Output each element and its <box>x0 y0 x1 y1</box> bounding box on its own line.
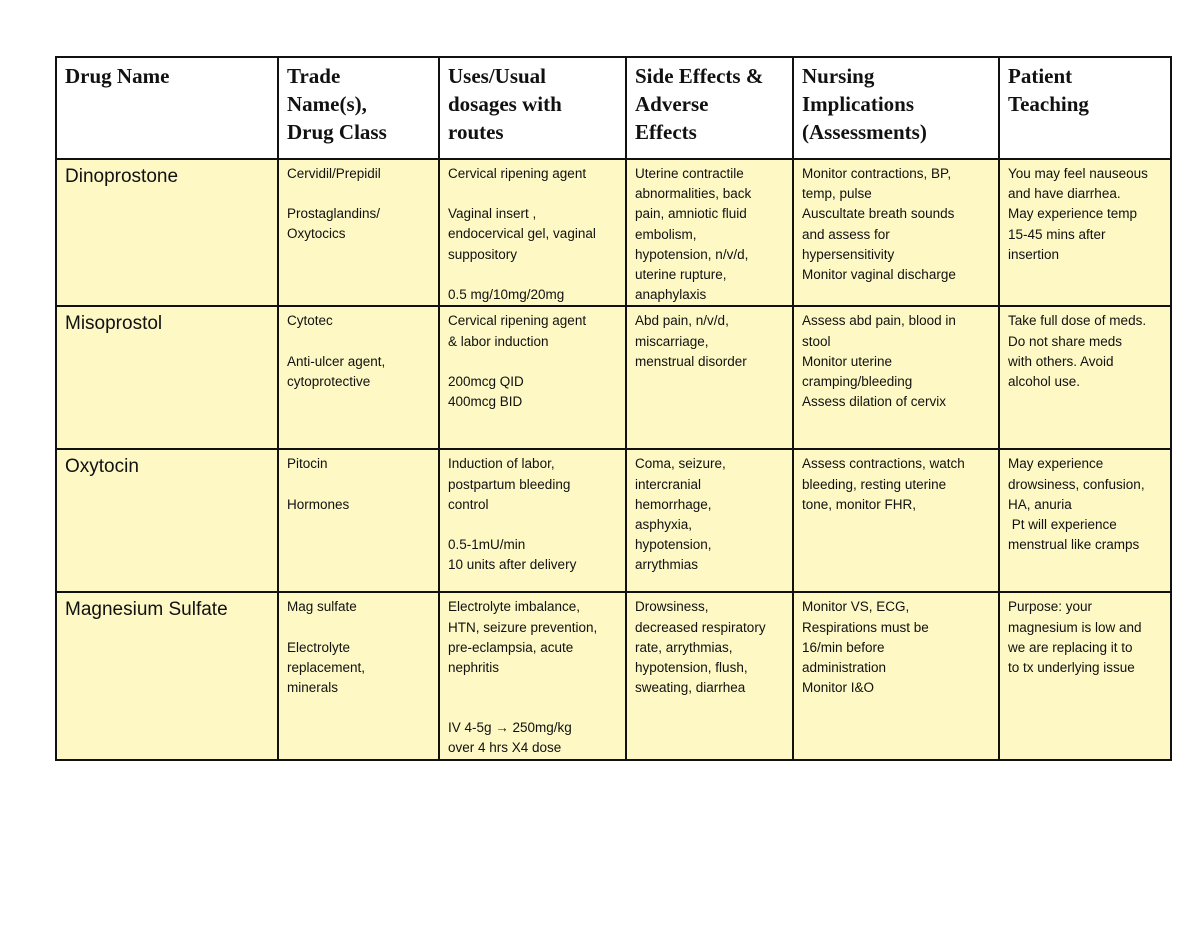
drug-name-cell: Magnesium Sulfate <box>56 592 278 759</box>
nursing-implications-cell: Monitor contractions, BP, temp, pulse Auscultate breath sounds and assess for hypersensitivity Monitor vaginal discharge <box>793 159 999 306</box>
drug-name-cell: Oxytocin <box>56 449 278 592</box>
header-uses-dosages: Uses/Usual dosages with routes <box>439 57 626 159</box>
nursing-implications-cell: Monitor VS, ECG, Respirations must be 16/min before administration Monitor I&O <box>793 592 999 759</box>
trade-class-cell: Pitocin Hormones <box>278 449 439 592</box>
drug-table <box>55 56 1172 761</box>
drug-name-cell: Dinoprostone <box>56 159 278 306</box>
patient-teaching-cell: Take full dose of meds. Do not share meds with others. Avoid alcohol use. <box>999 306 1171 449</box>
drug-name-cell: Misoprostol <box>56 306 278 449</box>
header-side-effects: Side Effects & Adverse Effects <box>626 57 793 159</box>
nursing-implications-cell: Assess contractions, watch bleeding, resting uterine tone, monitor FHR, <box>793 449 999 592</box>
uses-dosage-cell: Cervical ripening agent Vaginal insert , endocervical gel, vaginal suppository 0.5 mg/10mg/20mg <box>439 159 626 306</box>
trade-class-cell: Cytotec Anti-ulcer agent, cytoprotective <box>278 306 439 449</box>
patient-teaching-cell: Purpose: your magnesium is low and we are replacing it to to tx underlying issue <box>999 592 1171 759</box>
side-effects-cell: Coma, seizure, intercranial hemorrhage, asphyxia, hypotension, arrythmias <box>626 449 793 592</box>
nursing-implications-cell: Assess abd pain, blood in stool Monitor uterine cramping/bleeding Assess dilation of cervix <box>793 306 999 449</box>
header-row <box>56 57 1171 159</box>
side-effects-cell: Abd pain, n/v/d, miscarriage, menstrual disorder <box>626 306 793 449</box>
patient-teaching-cell: May experience drowsiness, confusion, HA, anuria Pt will experience menstrual like cramps <box>999 449 1171 592</box>
uses-dosage-cell: Electrolyte imbalance, HTN, seizure prevention, pre-eclampsia, acute nephritis IV 4-5g → 250mg/kg over 4 hrs X4 dose <box>439 592 626 759</box>
table-row <box>56 592 1171 759</box>
table-row <box>56 306 1171 449</box>
uses-dosage-cell: Induction of labor, postpartum bleeding control 0.5-1mU/min 10 units after delivery <box>439 449 626 592</box>
table-row <box>56 449 1171 592</box>
header-nursing-implications: Nursing Implications (Assessments) <box>793 57 999 159</box>
trade-class-cell: Cervidil/Prepidil Prostaglandins/ Oxytocics <box>278 159 439 306</box>
header-trade-names: Trade Name(s), Drug Class <box>278 57 439 159</box>
patient-teaching-cell: You may feel nauseous and have diarrhea. May experience temp 15-45 mins after insertion <box>999 159 1171 306</box>
side-effects-cell: Drowsiness, decreased respiratory rate, arrythmias, hypotension, flush, sweating, diarrhea <box>626 592 793 759</box>
header-drug-name: Drug Name <box>56 57 278 159</box>
header-patient-teaching: Patient Teaching <box>999 57 1171 159</box>
side-effects-cell: Uterine contractile abnormalities, back pain, amniotic fluid embolism, hypotension, n/v/d, uterine rupture, anaphylaxis <box>626 159 793 306</box>
trade-class-cell: Mag sulfate Electrolyte replacement, minerals <box>278 592 439 759</box>
uses-dosage-cell: Cervical ripening agent & labor induction 200mcg QID 400mcg BID <box>439 306 626 449</box>
table-row <box>56 159 1171 306</box>
